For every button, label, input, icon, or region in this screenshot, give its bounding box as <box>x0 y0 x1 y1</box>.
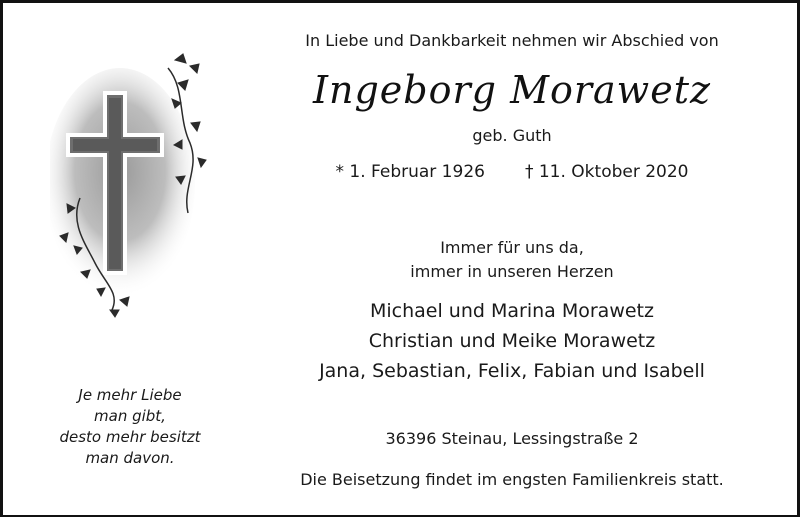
quote-line: desto mehr besitzt <box>59 428 201 446</box>
motto <box>268 236 756 284</box>
funeral-note: Die Beisetzung findet im engsten Familienkreis statt. <box>300 470 724 489</box>
quote <box>30 385 230 469</box>
motto-line: immer in unseren Herzen <box>410 262 614 281</box>
cross-with-ivy-icon <box>50 48 220 318</box>
quote-line: man gibt, <box>94 407 166 425</box>
address: 36396 Steinau, Lessingstraße 2 <box>385 429 639 448</box>
quote-line: man davon. <box>85 449 175 467</box>
mourner-line: Michael und Marina Morawetz <box>370 300 654 322</box>
mourner-line: Christian und Meike Morawetz <box>368 330 656 352</box>
motto-line: Immer für uns da, <box>440 238 584 257</box>
intro-text: In Liebe und Dankbarkeit nehmen wir Abschied von <box>305 31 719 50</box>
life-dates <box>268 162 756 182</box>
deceased-name: Ingeborg Morawetz <box>313 68 711 112</box>
mourners-list <box>268 296 756 386</box>
mourner-line: Jana, Sebastian, Felix, Fabian und Isabell <box>319 360 705 382</box>
death-date: † 11. Oktober 2020 <box>524 162 689 182</box>
birth-date: * 1. Februar 1926 <box>335 162 485 182</box>
maiden-name: geb. Guth <box>472 126 552 145</box>
quote-line: Je mehr Liebe <box>78 386 182 404</box>
